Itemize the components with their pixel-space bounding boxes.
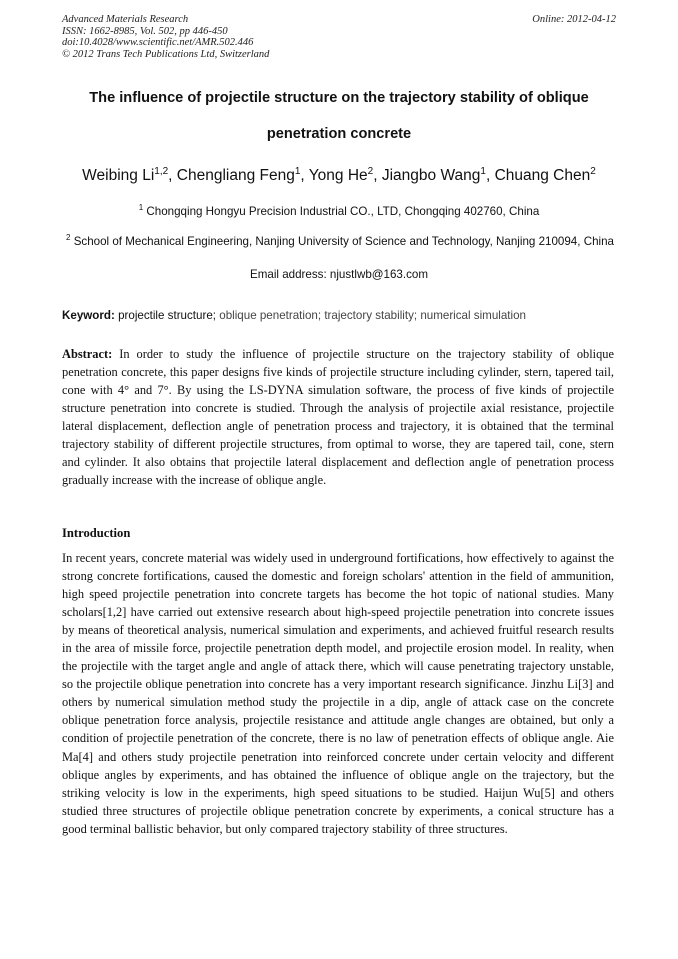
copyright-line: © 2012 Trans Tech Publications Ltd, Switzerland <box>62 48 270 60</box>
journal-name: Advanced Materials Research <box>62 14 189 25</box>
journal-header <box>62 14 616 60</box>
affiliation-2: $^2$ School of Mechanical Engineering, Nanjing University of Science and Technology, Nanjing 210094, China <box>66 233 614 248</box>
introduction-heading: Introduction <box>62 526 131 540</box>
author: Chengliang Feng$^1$, <box>176 166 309 185</box>
author-list <box>40 166 638 185</box>
issn-line: ISSN: 1662-8985, Vol. 502, pp 446-450 <box>62 25 228 37</box>
keywords-rest: oblique penetration; trajectory stability; numerical simulation <box>219 309 526 322</box>
author: Weibing Li$^{1,2}$, <box>82 166 177 185</box>
author: Yong He$^2$, <box>308 166 382 185</box>
keywords-label: Keyword: <box>62 309 115 322</box>
abstract-label: Abstract: <box>62 347 113 361</box>
abstract <box>62 345 614 489</box>
keyword-first: projectile structure; <box>118 309 217 322</box>
doi-line: doi:10.4028/www.scientific.net/AMR.502.446 <box>62 37 254 49</box>
online-date: Online: 2012-04-12 <box>532 14 616 25</box>
keywords <box>62 309 618 322</box>
paper-title-line-1: The influence of projectile structure on the trajectory stability of oblique <box>89 90 589 106</box>
abstract-text: In order to study the influence of projectile structure on the trajectory stability of oblique penetration concrete, this paper designs five kinds of projectile structure including cylinder, stern, tapered tail, cone with 4° and 7°. By using the LS-DYNA simulation software, the process of five kinds of projectile structure penetration into concrete is studied. Through the analysis of projectile axial resistance, projectile lateral displacement, deflection angle of penetration process and trajectory, it is obtained that the terminal trajectory stability of different projectile structures, from optimal to worse, they are tapered tail, cone, stern and cylinder. It also obtains that projectile lateral displacement and deflection angle of penetration process gradually increase with the increase of oblique angle. <box>62 347 614 488</box>
affiliation-1: $^1$ Chongqing Hongyu Precision Industrial CO., LTD, Chongqing 402760, China <box>138 203 540 218</box>
author: Chuang Chen$^2$ <box>494 166 596 185</box>
email-address: Email address: njustlwb@163.com <box>249 268 429 281</box>
introduction-paragraph: In recent years, concrete material was widely used in underground fortifications, how effectively to against the strong concrete fortifications, caused the domestic and foreign scholars' attention in the field of ammunition, high speed projectile penetration into concrete targets has become the hot topic of national studies. Many scholars[1,2] have carried out extensive research about high-speed projectile penetration into concrete issues by means of theoretical analysis, numerical simulation and experiments, and achieved fruitful research results in the area of missile force, projectile penetration depth model, and projectile erosion model. In reality, when the projectile with the target angle and angle of attack there, which will cause penetrating trajectory unstable, so the projectile oblique penetration into concrete has a very important research significance. Jinzhu Li[3] and others by numerical simulation method study the projectile in a dip, angle of attack case on the concrete oblique penetration force analysis, projectile resistance and attitude angle changes are obtained, but only a condition of projectile penetration of the concrete, there is no law of penetration effects of oblique angle. Aie Ma[4] and others study projectile penetration into reinforced concrete under certain velocity and different oblique angles by experiments, and has obtained the influence of oblique angle on the trajectory, but the striking velocity is low in the experiments, high speed situations to be studied. Haijun Wu[5] and others studied three structures of projectile oblique penetration concrete by experiments, a conical structure has a good terminal ballistic behavior, but only compared trajectory stability of three structures. <box>62 551 614 836</box>
author: Jiangbo Wang$^1$, <box>381 166 495 185</box>
paper-title-line-2: penetration concrete <box>266 126 412 142</box>
